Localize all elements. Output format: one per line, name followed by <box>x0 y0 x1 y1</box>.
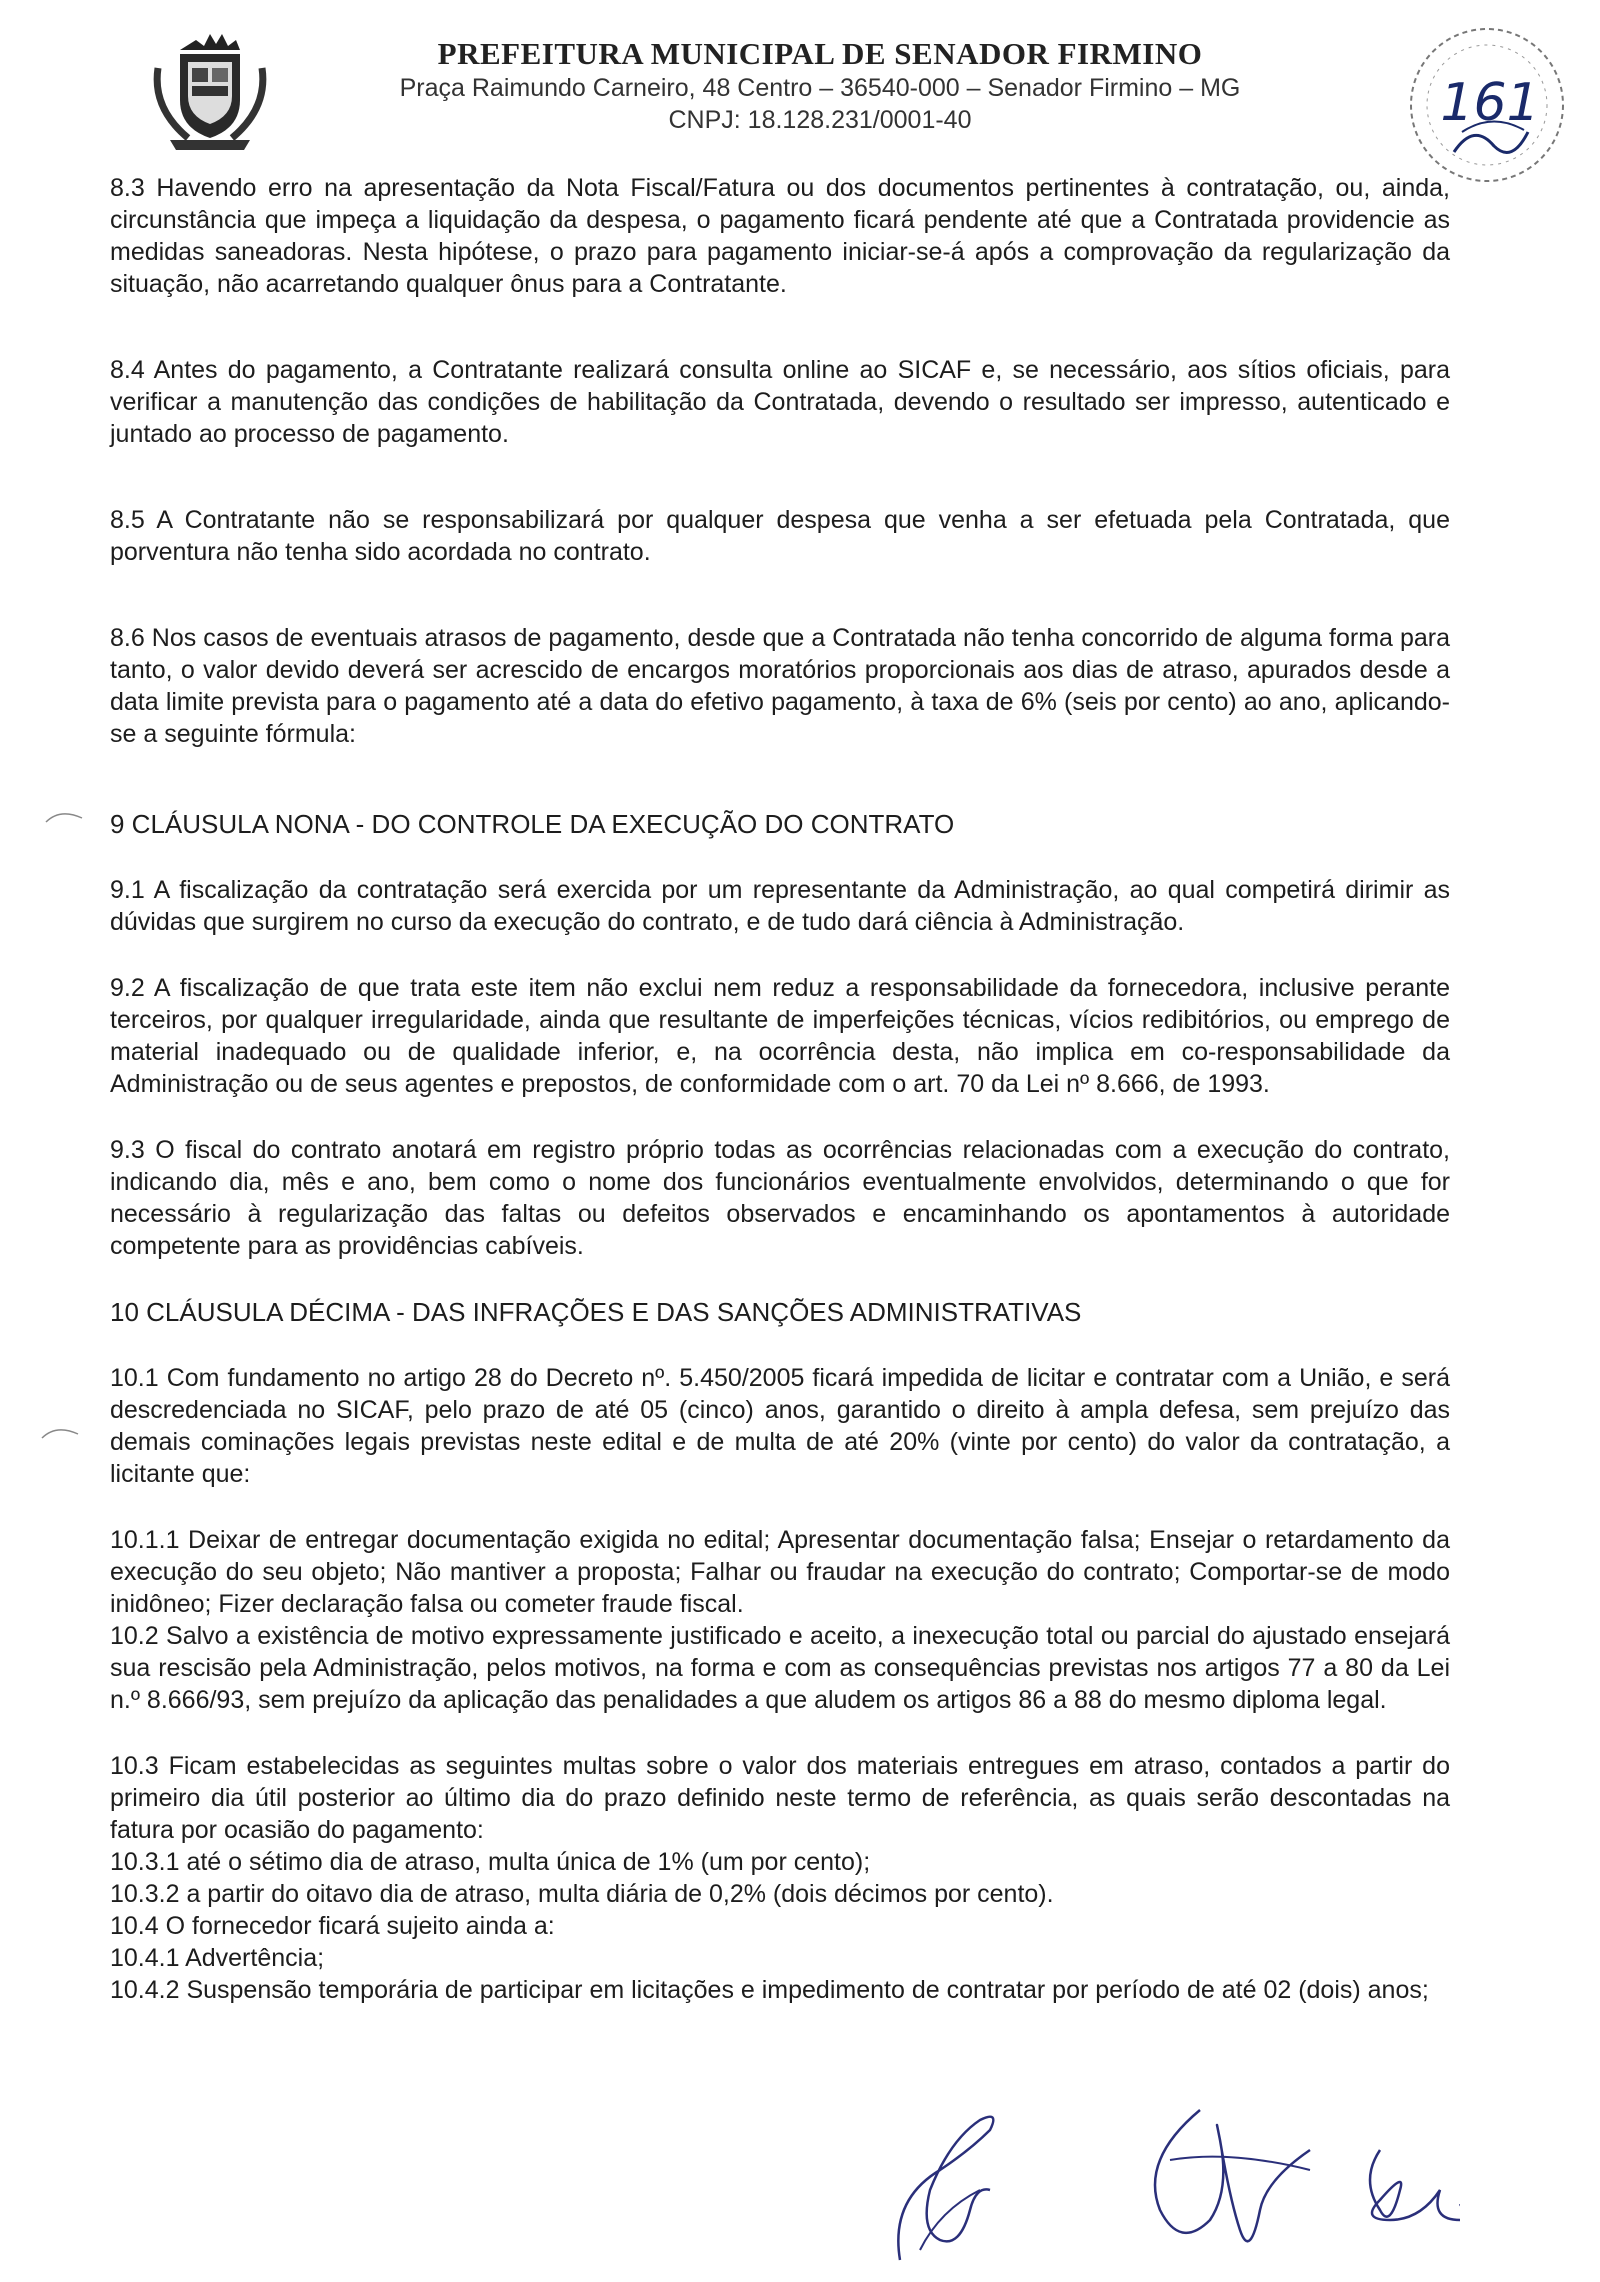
paragraph-10-2: 10.2 Salvo a existência de motivo expressamente justificado e aceito, a inexecução total ou parcial do ajustado ensejará sua rescisão pela Administração, pelos motivos, na forma e com as consequências previstas nos artigos 77 a 80 da Lei n.º 8.666/93, sem prejuízo da aplicação das penalidades a que aludem os artigos 86 a 88 do mesmo diploma legal. <box>110 1622 1450 1714</box>
document-body <box>110 172 1450 2006</box>
paragraph-10-4: 10.4 O fornecedor ficará sujeito ainda a: <box>110 1912 555 1940</box>
paragraph-9-2: 9.2 A fiscalização de que trata este item não exclui nem reduz a responsabilidade da fornecedora, inclusive perante terceiros, por qualquer irregularidade, ainda que resultante de imperfeições técnicas, vícios redibitórios, ou emprego de material inadequado ou de qualidade inferior, e, na ocorrência desta, não implica em co-responsabilidade da Administração ou de seus agentes e prepostos, de conformidade com o art. 70 da Lei nº 8.666, de 1993. <box>110 974 1450 1098</box>
paragraph-9-1: 9.1 A fiscalização da contratação será exercida por um representante da Administração, ao qual competirá dirimir as dúvidas que surgirem no curso da execução do contrato, e de tudo dará ciência à Administração. <box>110 876 1450 936</box>
margin-mark-icon <box>40 1424 80 1444</box>
margin-mark-icon <box>44 808 84 828</box>
letterhead <box>0 0 1600 160</box>
paragraph-8-5: 8.5 A Contratante não se responsabilizará por qualquer despesa que venha a ser efetuada pela Contratada, que porventura não tenha sido acordada no contrato. <box>110 506 1450 566</box>
paragraph-10-3-2: 10.3.2 a partir do oitavo dia de atraso, multa diária de 0,2% (dois décimos por cento). <box>110 1880 1054 1908</box>
municipal-coat-of-arms-icon <box>150 28 270 156</box>
paragraph-8-6: 8.6 Nos casos de eventuais atrasos de pagamento, desde que a Contratada não tenha concorrido de alguma forma para tanto, o valor devido deverá ser acrescido de encargos moratórios proporcionais aos dias de atraso, apurados desde a data limite prevista para o pagamento até a data do efetivo pagamento, à taxa de 6% (seis por cento) ao ano, aplicando-se a seguinte fórmula: <box>110 624 1450 748</box>
paragraph-10-4-1: 10.4.1 Advertência; <box>110 1944 325 1972</box>
paragraph-9-3: 9.3 O fiscal do contrato anotará em registro próprio todas as ocorrências relacionadas com a execução do contrato, indicando dia, mês e ano, bem como o nome dos funcionários eventualmente envolvidos, determinando o que for necessário à regularização das faltas ou defeitos observados e encaminhando os apontamentos à autoridade competente para as providências cabíveis. <box>110 1136 1450 1260</box>
paragraph-8-3: 8.3 Havendo erro na apresentação da Nota Fiscal/Fatura ou dos documentos pertinentes à contratação, ou, ainda, circunstância que impeça a liquidação da despesa, o pagamento ficará pendente até que a Contratada providencie as medidas saneadoras. Nesta hipótese, o prazo para pagamento iniciar-se-á após a comprovação da regularização da situação, não acarretando qualquer ônus para a Contratante. <box>110 174 1450 298</box>
handwritten-signature-icon <box>1130 2100 1330 2270</box>
paragraph-10-4-2: 10.4.2 Suspensão temporária de participar em licitações e impedimento de contratar por período de até 02 (dois) anos; <box>110 1976 1429 2004</box>
paragraph-8-4: 8.4 Antes do pagamento, a Contratante realizará consulta online ao SICAF e, se necessário, aos sítios oficiais, para verificar a manutenção das condições de habilitação da Contratada, devendo o resultado ser impresso, autenticado e juntado ao processo de pagamento. <box>110 356 1450 448</box>
handwritten-initials-icon <box>1350 2140 1460 2250</box>
page-number-stamp <box>1392 20 1582 190</box>
header-cnpj: CNPJ: 18.128.231/0001-40 <box>668 106 972 134</box>
paragraph-10-3: 10.3 Ficam estabelecidas as seguintes multas sobre o valor dos materiais entregues em atraso, contados a partir do primeiro dia útil posterior ao último dia do prazo definido neste termo de referência, as quais serão descontadas na fatura por ocasião do pagamento: <box>110 1752 1450 1844</box>
stamp-page-number: 161 <box>1440 73 1540 133</box>
clause-9-heading: 9 CLÁUSULA NONA - DO CONTROLE DA EXECUÇÃO DO CONTRATO <box>110 809 955 839</box>
paragraph-10-1-1: 10.1.1 Deixar de entregar documentação exigida no edital; Apresentar documentação falsa; Ensejar o retardamento da execução do seu objeto; Não mantiver a proposta; Falhar ou fraudar na execução do contrato; Comportar-se de modo inidôneo; Fizer declaração falsa ou cometer fraude fiscal. <box>110 1526 1450 1618</box>
header-organization-name: PREFEITURA MUNICIPAL DE SENADOR FIRMINO <box>437 36 1203 71</box>
paragraph-10-1: 10.1 Com fundamento no artigo 28 do Decreto nº. 5.450/2005 ficará impedida de licitar e contratar com a União, e será descredenciada no SICAF, pelo prazo de até 05 (cinco) anos, garantido o direito à ampla defesa, sem prejuízo das demais cominações legais previstas neste edital e de multa de até 20% (vinte por cento) do valor da contratação, a licitante que: <box>110 1364 1450 1488</box>
handwritten-signature-icon <box>860 2100 1040 2270</box>
header-address: Praça Raimundo Carneiro, 48 Centro – 36540-000 – Senador Firmino – MG <box>399 74 1241 102</box>
paragraph-10-3-1: 10.3.1 até o sétimo dia de atraso, multa única de 1% (um por cento); <box>110 1848 871 1876</box>
clause-10-heading: 10 CLÁUSULA DÉCIMA - DAS INFRAÇÕES E DAS SANÇÕES ADMINISTRATIVAS <box>110 1297 1082 1327</box>
